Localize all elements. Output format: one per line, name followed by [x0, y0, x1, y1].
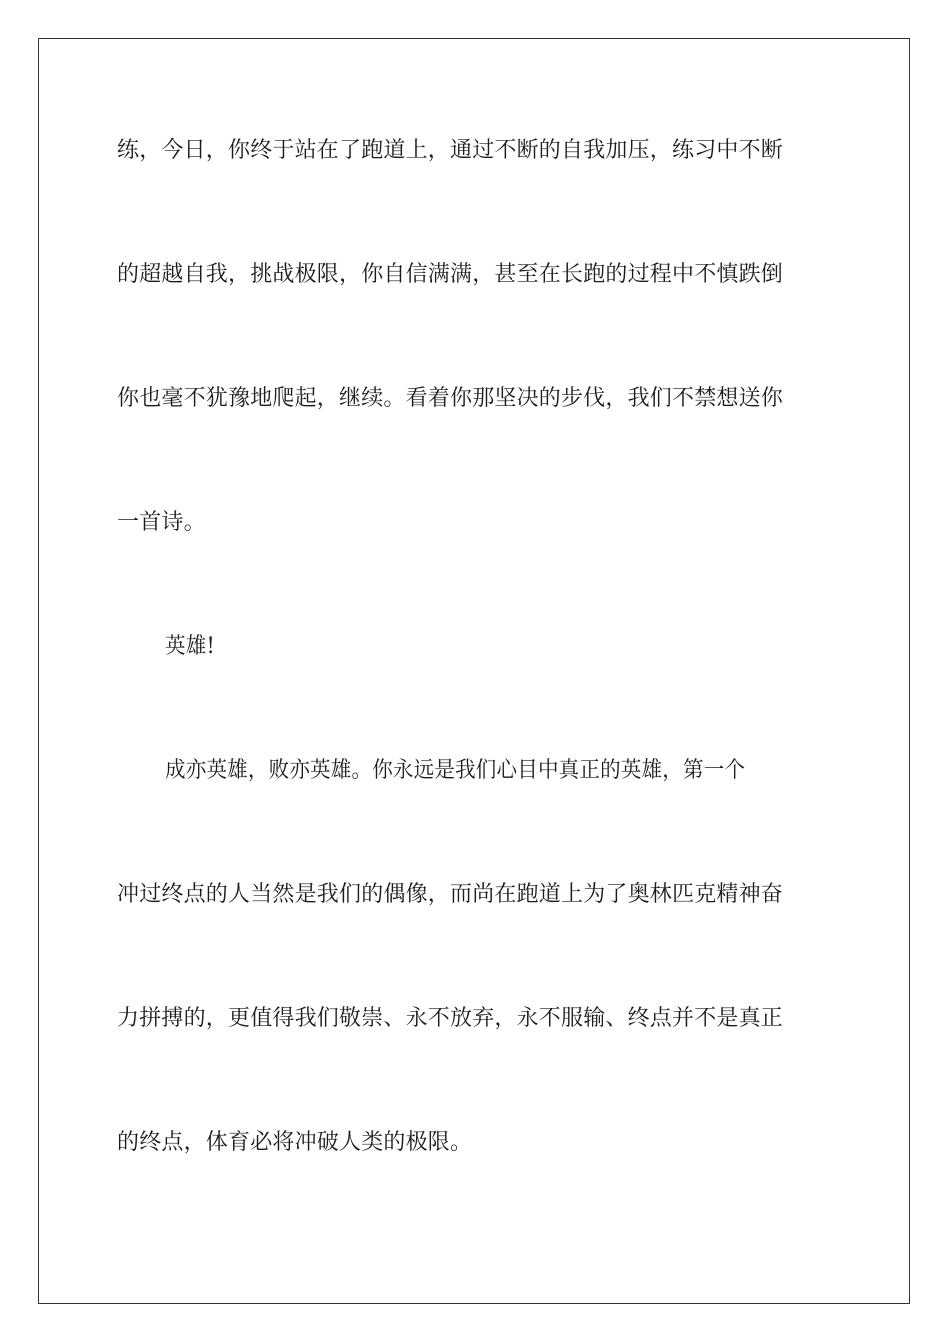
- heading-line: 英雄!: [165, 634, 215, 659]
- page-border: [38, 38, 910, 1304]
- paragraph-line-8: 力拼搏的，更值得我们敬崇、永不放弃，永不服输、终点并不是真正: [117, 1006, 784, 1031]
- paragraph-line-4: 一首诗。: [117, 510, 206, 535]
- paragraph-line-9: 的终点，体育必将冲破人类的极限。: [117, 1130, 473, 1155]
- paragraph-line-1: 练，今日，你终于站在了跑道上，通过不断的自我加压，练习中不断: [117, 138, 784, 163]
- paragraph-line-6: 成亦英雄，败亦英雄。你永远是我们心目中真正的英雄，第一个: [165, 758, 746, 783]
- paragraph-line-3: 你也毫不犹豫地爬起，继续。看着你那坚决的步伐，我们不禁想送你: [117, 386, 784, 411]
- paragraph-line-7: 冲过终点的人当然是我们的偶像，而尚在跑道上为了奥林匹克精神奋: [117, 882, 784, 907]
- paragraph-line-2: 的超越自我，挑战极限，你自信满满，甚至在长跑的过程中不慎跌倒: [117, 262, 784, 287]
